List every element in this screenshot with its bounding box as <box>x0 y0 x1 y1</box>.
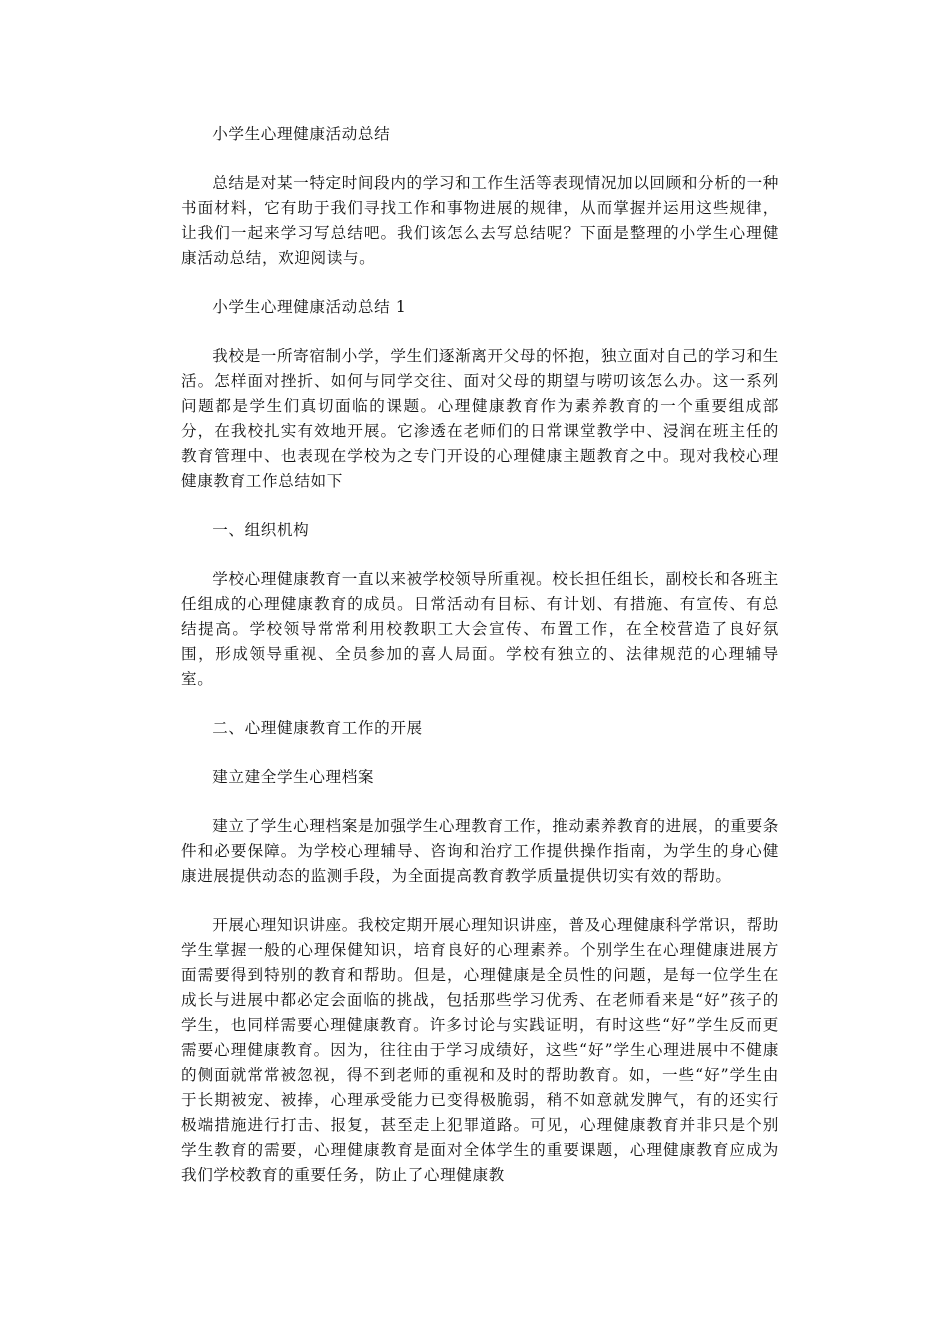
intro-paragraph: 总结是对某一特定时间段内的学习和工作生活等表现情况加以回顾和分析的一种书面材料，它有助于我们寻找工作和事物进展的规律，从而掌握并运用这些规律，让我们一起来学习写总结吧。我们该怎么去写总结呢？下面是整理的小学生心理健康活动总结，欢迎阅读与。 <box>181 174 779 267</box>
organization-paragraph: 学校心理健康教育一直以来被学校领导所重视。校长担任组长，副校长和各班主任组成的心理健康教育的成员。日常活动有目标、有计划、有措施、有宣传、有总结提高。学校领导常常利用校教职工大会宣传、布置工作，在全校营造了良好氛围，形成领导重视、全员参加的喜人局面。学校有独立的、法律规范的心理辅导室。 <box>181 570 779 688</box>
section-1-title: 小学生心理健康活动总结 1 <box>212 298 407 316</box>
document-title: 小学生心理健康活动总结 <box>212 125 391 143</box>
heading-organization: 一、组织机构 <box>212 521 310 539</box>
section-1-paragraph: 我校是一所寄宿制小学，学生们逐渐离开父母的怀抱，独立面对自己的学习和生活。怎样面对挫折、如何与同学交往、面对父母的期望与唠叨该怎么办。这一系列问题都是学生们真切面临的课题。心理健康教育作为素养教育的一个重要组成部分，在我校扎实有效地开展。它渗透在老师们的日常课堂教学中、浸润在班主任的教育管理中、也表现在学校为之专门开设的心理健康主题教育之中。现对我校心理健康教育工作总结如下 <box>181 347 779 490</box>
heading-archive: 建立建全学生心理档案 <box>212 768 375 786</box>
archive-paragraph: 建立了学生心理档案是加强学生心理教育工作，推动素养教育的进展，的重要条件和必要保障。为学校心理辅导、咨询和治疗工作提供操作指南，为学生的身心健康进展提供动态的监测手段，为全面提高教育教学质量提供切实有效的帮助。 <box>181 817 779 885</box>
heading-development: 二、心理健康教育工作的开展 <box>212 719 423 737</box>
document-body <box>181 122 779 1212</box>
lecture-paragraph: 开展心理知识讲座。我校定期开展心理知识讲座，普及心理健康科学常识，帮助学生掌握一般的心理保健知识，培育良好的心理素养。个别学生在心理健康进展方面需要得到特别的教育和帮助。但是，心理健康是全员性的问题，是每一位学生在成长与进展中都必定会面临的挑战，包括那些学习优秀、在老师看来是“好”孩子的学生，也同样需要心理健康教育。许多讨论与实践证明，有时这些“好”学生反而更需要心理健康教育。因为，往往由于学习成绩好，这些“好”学生心理进展中不健康的侧面就常常被忽视，得不到老师的重视和及时的帮助教育。如，一些“好”学生由于长期被宠、被捧，心理承受能力已变得极脆弱，稍不如意就发脾气，有的还实行极端措施进行打击、报复，甚至走上犯罪道路。可见，心理健康教育并非只是个别学生教育的需要，心理健康教育是面对全体学生的重要课题，心理健康教育应成为我们学校教育的重要任务，防止了心理健康教 <box>181 916 779 1184</box>
